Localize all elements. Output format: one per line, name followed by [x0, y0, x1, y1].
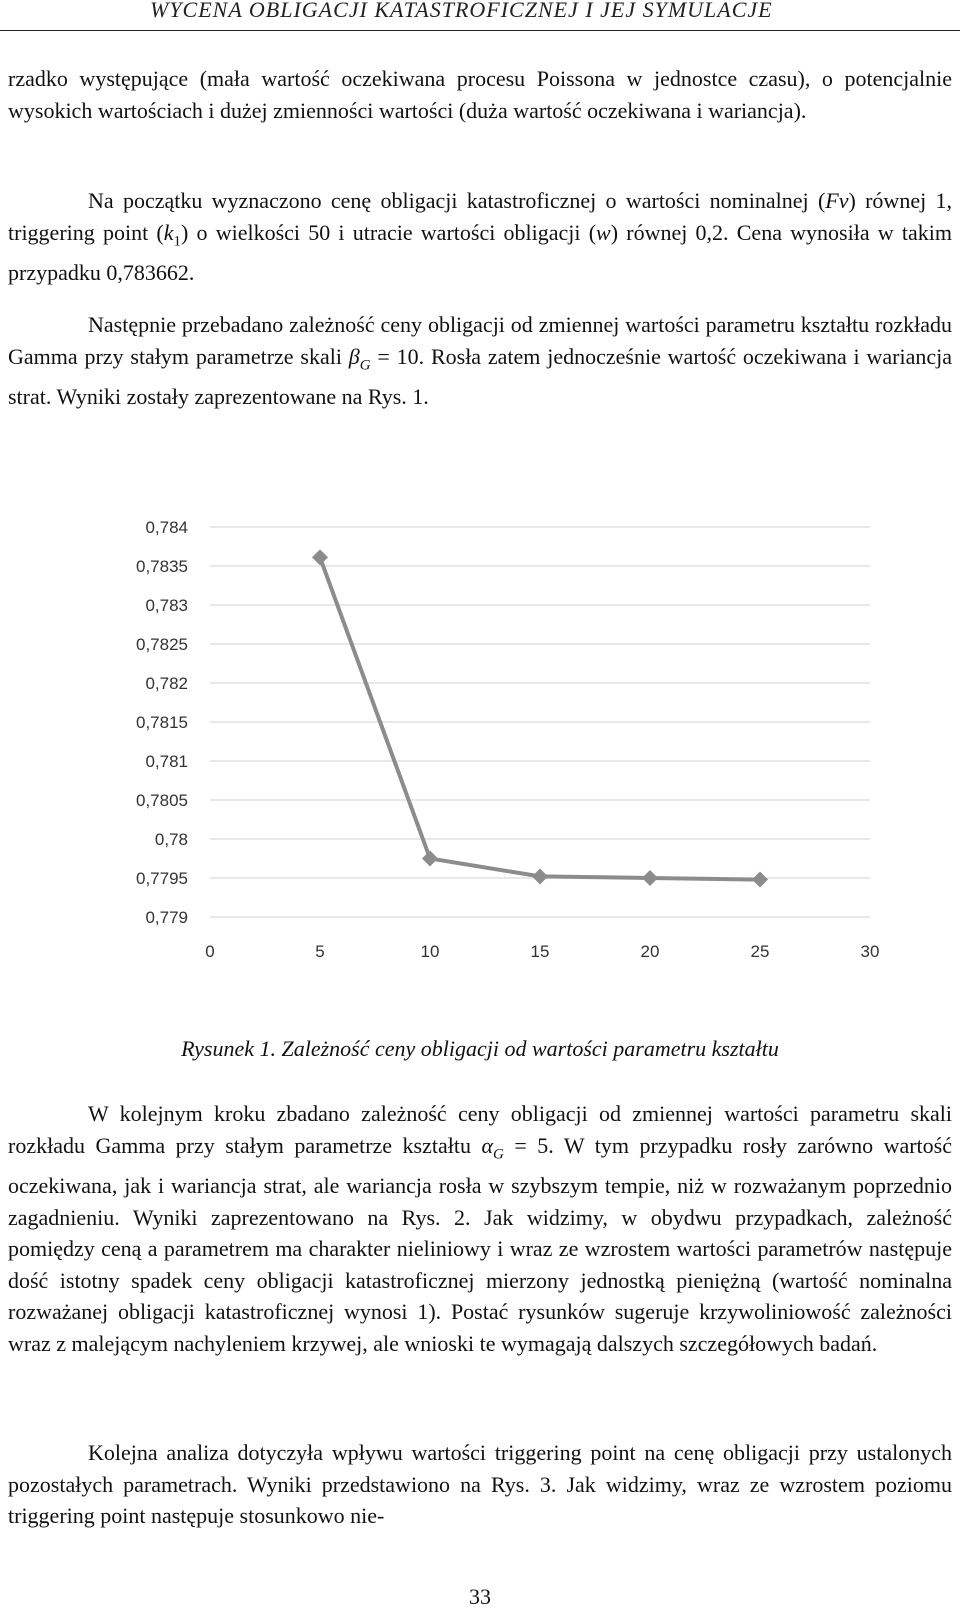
paragraph-1: rzadko występujące (mała wartość oczekiwana procesu Poissona w jednostce czasu), o potencjalnie wysokich wartościach i dużej zmienności wartości (duża wartość oczekiwana i wariancja).: [8, 66, 952, 123]
y-tick-label: 0,7795: [136, 869, 188, 888]
x-tick-label: 15: [530, 942, 550, 961]
y-tick-label: 0,7835: [136, 557, 188, 576]
y-tick-label: 0,78: [154, 830, 188, 849]
running-title: WYCENA OBLIGACJI KATASTROFICZNEJ I JEJ SYMULACJE: [150, 0, 773, 22]
y-tick-label: 0,783: [145, 596, 188, 615]
x-tick-label: 30: [860, 942, 880, 961]
page-number: 33: [469, 1584, 491, 1609]
figure-caption: Rysunek 1. Zależność ceny obligacji od wartości parametru kształtu: [181, 1036, 779, 1061]
paragraph-5: Kolejna analiza dotyczyła wpływu wartości triggering point na cenę obligacji przy ustalonych pozostałych parametrach. Wyniki przedstawiono na Rys. 3. Jak widzimy, wraz ze wzrostem poziomu triggering point następuje stosunkowo nie-: [8, 1440, 952, 1528]
y-tick-label: 0,781: [145, 752, 188, 771]
data-point-marker: [312, 549, 328, 565]
paragraph-3: Następnie przebadano zależność ceny obligacji od zmiennej wartości parametru kształtu rozkładu Gamma przy stałym parametrze skali $\beta_G = 10$. Rosła zatem jednocześnie wartość oczekiwana i wariancja strat. Wyniki zostały zaprezentowane na Rys. 1.: [8, 312, 952, 410]
data-point-marker: [752, 872, 768, 888]
paragraph-4: W kolejnym kroku zbadano zależność ceny obligacji od zmiennej wartości parametru skali rozkładu Gamma przy stałym parametrze kształtu $\alpha_G = 5$. W tym przypadku rosły zarówno wartość oczekiwana, jak i wariancja strat, ale wariancja rosła w szybszym tempie, niż w rozważanym poprzednio zagadnieniu. Wyniki zaprezentowano na Rys. 2. Jak widzimy, w obydwu przypadkach, zależność pomiędzy ceną a parametrem ma charakter nieliniowy i wraz ze wzrostem wartości parametrów następuje dość istotny spadek ceny obligacji katastroficznej mierzony jednostką pieniężną (wartość nominalna rozważanej obligacji katastroficznej wynosi 1). Postać rysunków sugeruje krzywoliniowość zależności wraz z malejącym nachyleniem krzywej, ale wnioski te wymagają dalszych szczegółowych badań.: [8, 1101, 952, 1356]
y-tick-label: 0,779: [145, 908, 188, 927]
x-tick-label: 5: [315, 942, 325, 961]
y-tick-label: 0,7815: [136, 713, 188, 732]
data-point-marker: [532, 868, 548, 884]
y-tick-label: 0,782: [145, 674, 188, 693]
paragraph-2: Na początku wyznaczono cenę obligacji katastroficznej o wartości nominalnej (Fv) równej 1, triggering point $(k_1)$ o wielkości 50 i utracie wartości obligacji (w) równej 0,2. Cena wynosiła w takim przypadku 0,783662.: [8, 188, 952, 286]
x-tick-label: 25: [750, 942, 770, 961]
y-tick-label: 0,7805: [136, 791, 188, 810]
x-tick-label: 0: [205, 942, 215, 961]
x-tick-label: 20: [640, 942, 660, 961]
series-line: [320, 557, 760, 879]
data-point-marker: [422, 851, 438, 867]
x-tick-label: 10: [420, 942, 440, 961]
data-point-marker: [642, 870, 658, 886]
y-tick-label: 0,784: [145, 518, 188, 537]
y-tick-label: 0,7825: [136, 635, 188, 654]
